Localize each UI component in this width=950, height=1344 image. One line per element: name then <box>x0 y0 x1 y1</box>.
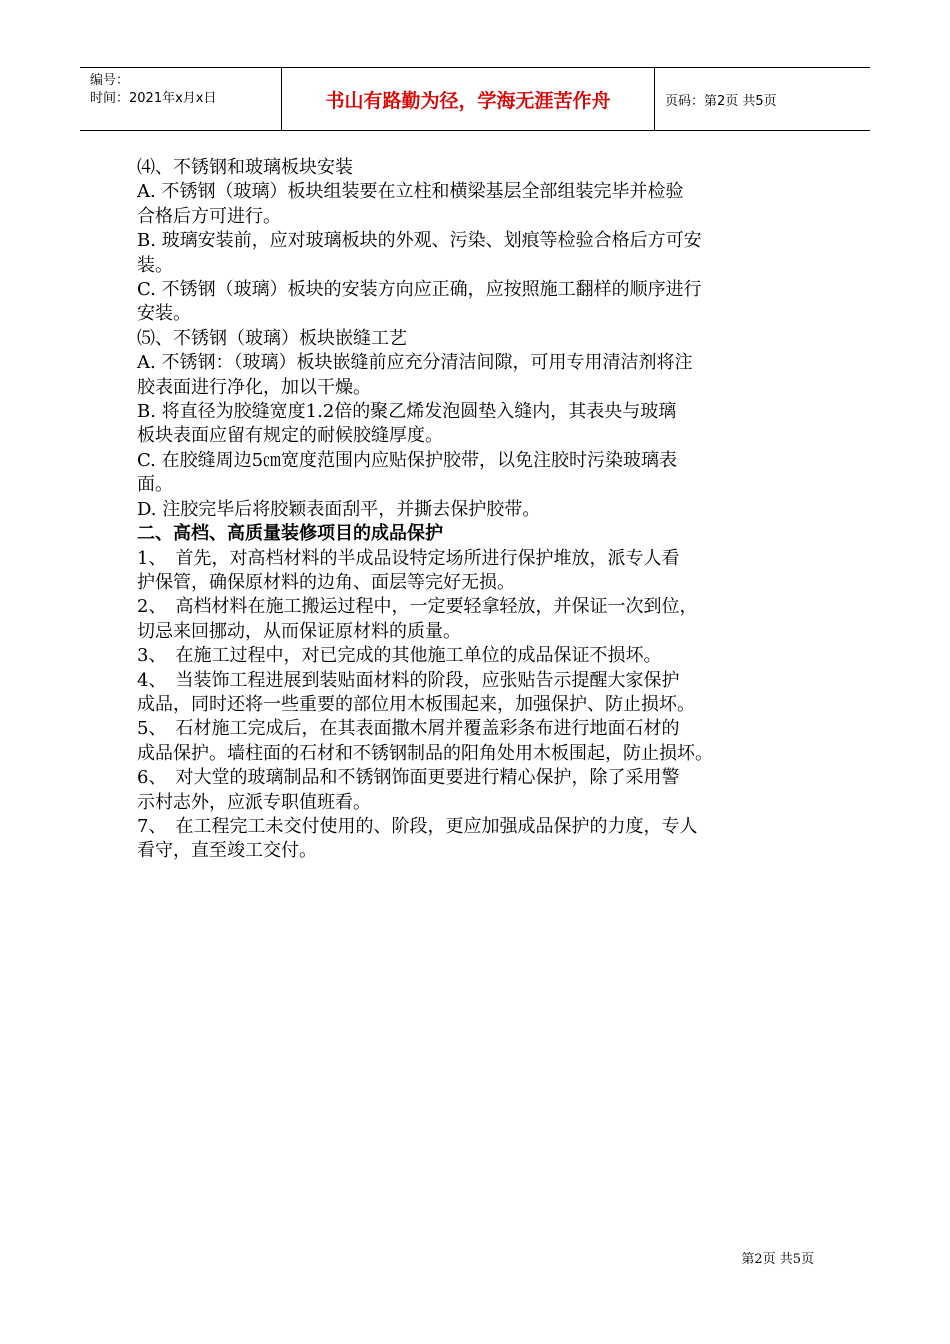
text-line: 示村志外，应派专职值班看。 <box>137 791 371 813</box>
text-line: ⑷、不锈钢和玻璃板块安装 <box>137 157 353 178</box>
text-line: 4、 当装饰工程进展到装贴面材料的阶段，应张贴告示提醒大家保护 <box>137 669 680 691</box>
text-line: 2、 高档材料在施工搬运过程中，一定要轻拿轻放，并保证一次到位， <box>137 596 698 618</box>
text-line: ⑸、不锈钢（玻璃）板块嵌缝工艺 <box>137 327 407 349</box>
section-heading: 二、高档、高质量装修项目的成品保护 <box>137 523 443 545</box>
text-line: 切忌来回挪动，从而保证原材料的质量。 <box>137 620 461 642</box>
text-line: 成品保护。墙柱面的石材和不锈钢制品的阳角处用木板围起，防止损坏。 <box>137 742 713 764</box>
text-line: C. 不锈钢（玻璃）板块的安装方向应正确，应按照施工翻样的顺序进行 <box>137 279 702 301</box>
text-line: 7、 在工程完工未交付使用的、阶段，更应加强成品保护的力度，专人 <box>137 815 698 837</box>
text-line: 1、 首先，对高档材料的半成品设特定场所进行保护堆放，派专人看 <box>137 547 680 569</box>
header-page-info: 页码：第2页 共5页 <box>665 93 777 109</box>
text-line: A. 不锈钢：（玻璃）板块嵌缝前应充分清洁间隙，可用专用清洁剂将注 <box>137 352 693 374</box>
text-line: 装。 <box>137 254 173 276</box>
text-line: 护保管，确保原材料的边角、面层等完好无损。 <box>137 571 515 593</box>
text-line: C. 在胶缝周边5㎝宽度范围内应贴保护胶带，以免注胶时污染玻璃表 <box>137 449 678 471</box>
time-label: 时间：2021年x月x日 <box>90 91 217 106</box>
text-line: 胶表面进行净化，加以干燥。 <box>137 376 371 398</box>
text-line: 板块表面应留有规定的耐候胶缝厚度。 <box>137 425 443 447</box>
text-line: 安装。 <box>137 303 191 325</box>
text-line: 3、 在施工过程中，对已完成的其他施工单位的成品保证不损坏。 <box>137 645 662 667</box>
text-line: D. 注胶完毕后将胶颖表面刮平，并撕去保护胶带。 <box>137 498 541 520</box>
page-footer: 第2页 共5页 <box>741 1252 814 1267</box>
header-motto: 书山有路勤为径，学海无涯苦作舟 <box>282 68 655 130</box>
text-line: 面。 <box>137 474 173 496</box>
text-line: 看守，直至竣工交付。 <box>137 840 317 862</box>
text-line: 成品，同时还将一些重要的部位用木板围起来，加强保护、防止损坏。 <box>137 693 695 715</box>
header-meta <box>80 68 282 130</box>
text-line: B. 玻璃安装前，应对玻璃板块的外观、污染、划痕等检验合格后方可安 <box>137 230 702 252</box>
text-line: B. 将直径为胶缝宽度1.2倍的聚乙烯发泡圆垫入缝内，其表央与玻璃 <box>137 401 677 423</box>
number-label: 编号： <box>90 73 130 88</box>
document-body <box>137 156 817 864</box>
text-line: 6、 对大堂的玻璃制品和不锈钢饰面更要进行精心保护，除了采用警 <box>137 767 680 789</box>
text-line: 合格后方可进行。 <box>137 205 281 227</box>
text-line: A. 不锈钢（玻璃）板块组装要在立柱和横梁基层全部组装完毕并检验 <box>137 181 684 203</box>
page-header <box>80 67 870 131</box>
text-line: 5、 石材施工完成后，在其表面撒木屑并覆盖彩条布进行地面石材的 <box>137 718 680 740</box>
